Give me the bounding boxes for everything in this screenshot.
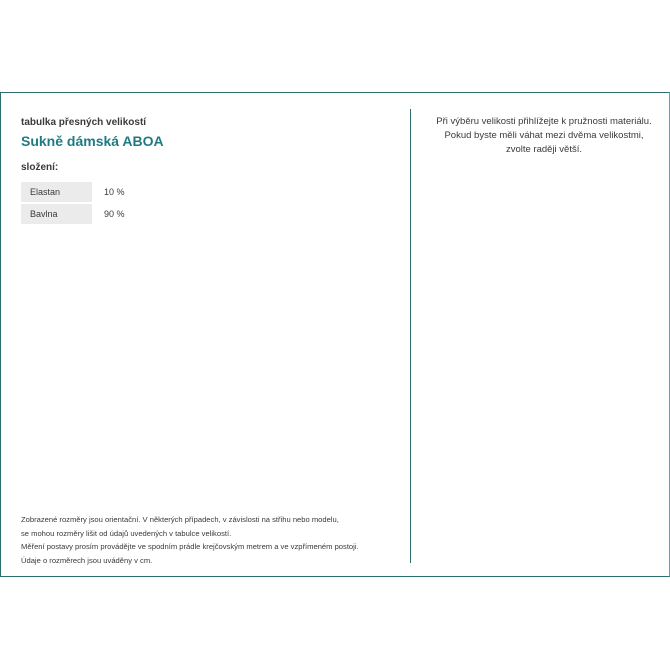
composition-value: 90 % <box>104 209 125 219</box>
composition-value: 10 % <box>104 187 125 197</box>
disclaimer-line: se mohou rozměry lišit od údajů uvedených v tabulce velikostí. <box>21 528 232 538</box>
size-advice-line: Pokud byste měli váhat mezi dvěma velikostmi, <box>444 130 644 141</box>
composition-row <box>21 182 181 202</box>
composition-row <box>21 204 181 224</box>
product-title: Sukně dámská ABOA <box>21 133 164 149</box>
disclaimer-line: Zobrazené rozměry jsou orientační. V některých případech, v závislosti na střihu nebo modelu, <box>21 515 339 524</box>
measurement-disclaimer <box>21 513 406 567</box>
document-subtitle: tabulka přesných velikostí <box>21 117 147 128</box>
composition-material: Elastan <box>21 182 92 202</box>
size-chart-card <box>0 92 670 577</box>
disclaimer-line: Údaje o rozměrech jsou uváděny v cm. <box>21 555 153 565</box>
disclaimer-line: Měření postavy prosím provádějte ve spodním prádle krejčovským metrem a ve vzpřímeném postoji. <box>21 542 359 551</box>
size-advice-line: zvolte raději větší. <box>505 144 583 155</box>
size-advice-note <box>421 115 667 157</box>
column-divider <box>410 109 411 563</box>
composition-label: složení: <box>21 162 59 173</box>
composition-table <box>21 182 181 226</box>
size-advice-line: Při výběru velikosti přihlížejte k pružnosti materiálu. <box>436 116 652 127</box>
composition-material: Bavlna <box>21 204 92 224</box>
